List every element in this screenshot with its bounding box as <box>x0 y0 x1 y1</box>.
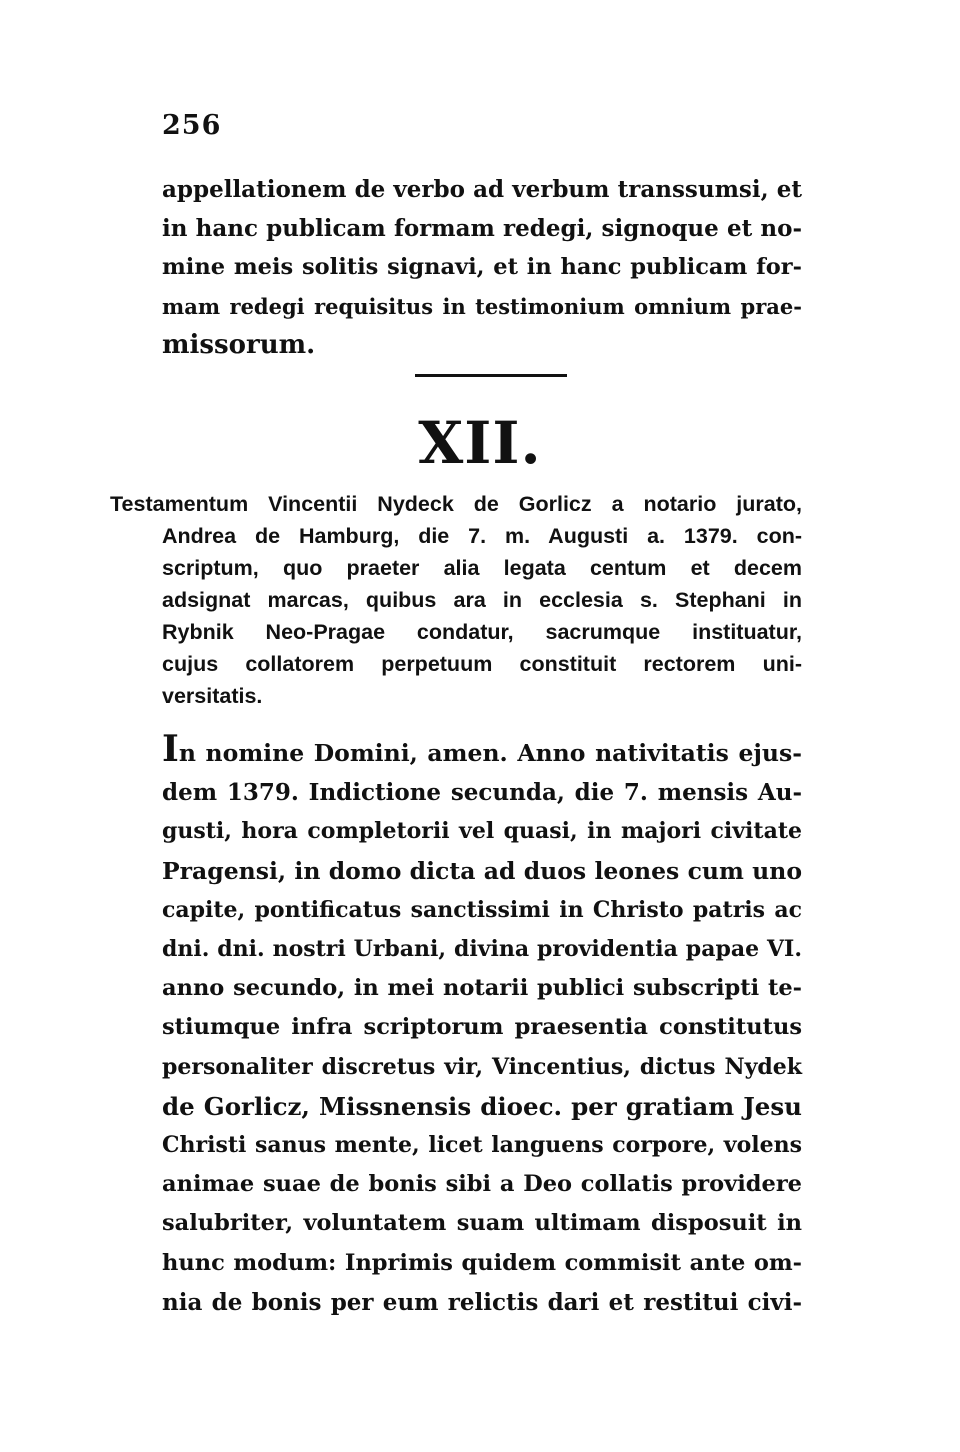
text-line: mam redegi requisitus in testimonium omnium prae- <box>162 294 802 319</box>
text-line: gusti, hora completorii vel quasi, in majori civitate <box>162 818 802 845</box>
heading-line: versitatis. <box>162 684 263 708</box>
text-line: appellationem de verbo ad verbum transsumsi, et <box>162 176 802 203</box>
heading-line: Testamentum Vincentii Nydeck de Gorlicz a notario jurato, <box>110 492 802 516</box>
text-line: capite, pontificatus sanctissimi in Christo patris ac <box>162 896 802 923</box>
text-line: dni. dni. nostri Urbani, divina providentia papae VI. <box>162 936 802 963</box>
page-number: 256 <box>162 110 222 141</box>
text-line <box>162 728 802 773</box>
heading-line: Rybnik Neo-Pragae condatur, sacrumque instituatur, <box>162 620 802 644</box>
text-line: de Gorlicz, Missnensis dioec. per gratiam Jesu <box>162 1091 802 1121</box>
text-line: hunc modum: Inprimis quidem commisit ante om- <box>162 1249 802 1276</box>
body-paragraph <box>162 728 802 1322</box>
text-line: Christi sanus mente, licet languens corpore, volens <box>162 1132 802 1159</box>
section-numeral: XII. <box>418 409 542 477</box>
heading-line: adsignat marcas, quibus ara in ecclesia s. Stephani in <box>162 588 802 612</box>
initial-letter: I <box>162 728 179 770</box>
intro-paragraph <box>162 170 802 365</box>
text-line: in hanc publicam formam redegi, signoque et no- <box>162 215 802 242</box>
first-line-text: n nomine Domini, amen. Anno nativitatis ejus- <box>178 739 802 767</box>
section-divider <box>415 374 567 377</box>
heading-line: cujus collatorem perpetuum constituit rectorem uni- <box>162 652 802 676</box>
text-line: stiumque infra scriptorum praesentia constitutus <box>162 1014 802 1041</box>
heading-line: Andrea de Hamburg, die 7. m. Augusti a. 1379. con- <box>162 524 802 548</box>
text-line: personaliter discretus vir, Vincentius, dictus Nydek <box>162 1053 802 1080</box>
text-line: missorum. <box>162 330 316 360</box>
text-line: salubriter, voluntatem suam ultimam disposuit in <box>162 1210 802 1237</box>
text-line: animae suae de bonis sibi a Deo collatis providere <box>162 1171 802 1198</box>
text-line: mine meis solitis signavi, et in hanc publicam for- <box>162 254 802 280</box>
text-line: anno secundo, in mei notarii publici subscripti te- <box>162 975 802 1002</box>
text-line: nia de bonis per eum relictis dari et restitui civi- <box>162 1288 802 1316</box>
text-line: dem 1379. Indictione secunda, die 7. mensis Au- <box>162 779 802 807</box>
text-line: Pragensi, in domo dicta ad duos leones cum uno <box>162 856 802 885</box>
section-heading <box>110 488 802 712</box>
heading-line: scriptum, quo praeter alia legata centum et decem <box>162 556 802 580</box>
